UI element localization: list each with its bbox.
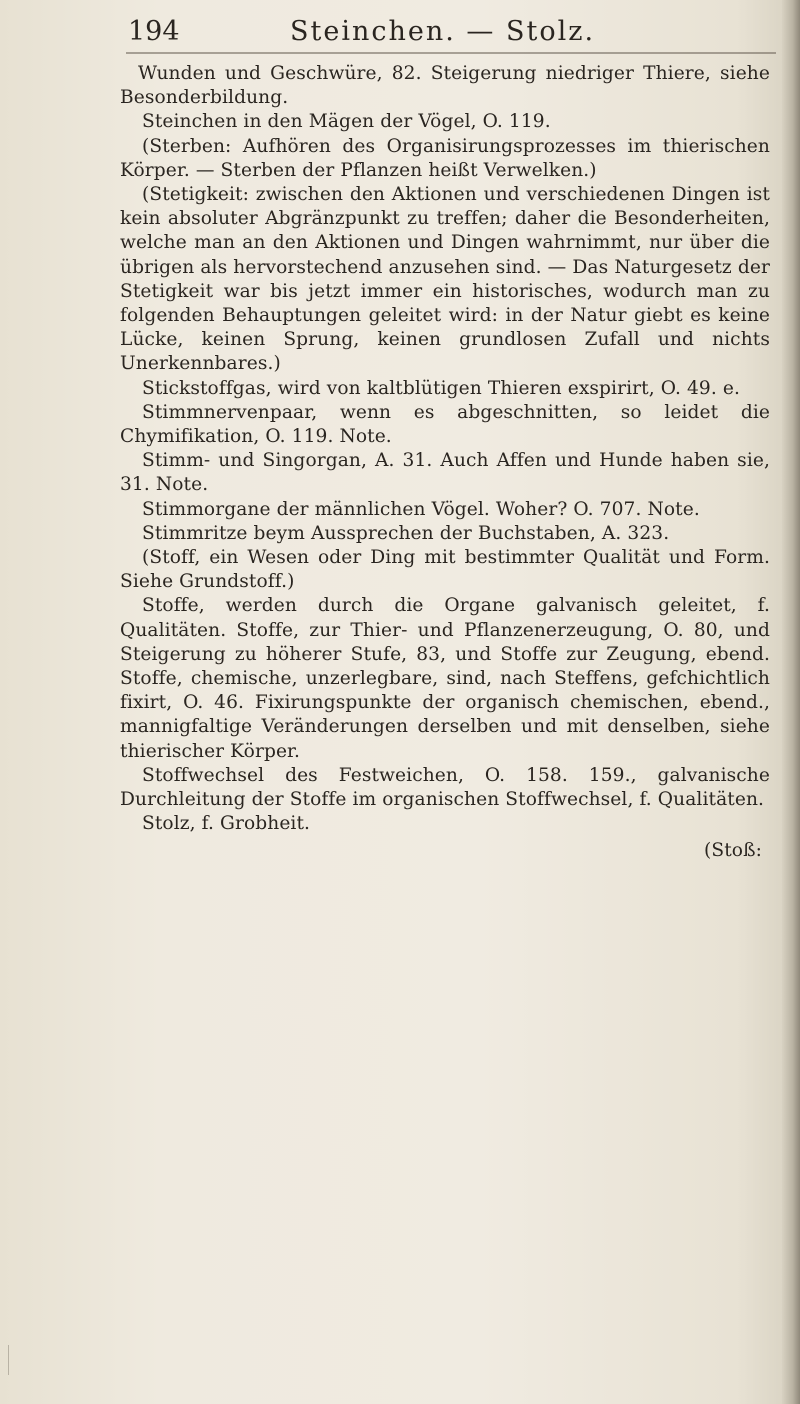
index-entry: Stimmritze beym Aussprechen der Buchstaben, A. 323. (142, 522, 670, 544)
header-rule (126, 52, 776, 54)
running-head: Steinchen. — Stolz. (290, 16, 596, 47)
index-text (120, 62, 770, 863)
index-entry: Stimmorgane der männlichen Vögel. Woher? O. 707. Note. (142, 498, 700, 520)
margin-mark (8, 1345, 23, 1375)
page-number: 194 (128, 16, 180, 47)
index-entry: (Stoff, ein Wesen oder Ding mit bestimmter Qualität und Form. Siehe Grundstoff.) (120, 547, 770, 593)
index-entry: Stoffwechsel des Festweichen, O. 158. 159., galvanische Durchleitung der Stoffe im organischen Stoffwechsel, f. Qualitäten. (120, 764, 770, 811)
catchword: (Stoß: (704, 839, 762, 861)
page-edge-shadow (782, 0, 800, 1404)
index-entry: Stimm- und Singorgan, A. 31. Auch Affen und Hunde haben sie, 31. Note. (120, 450, 770, 496)
index-entry: Stoffe, werden durch die Organe galvanisch geleitet, f. Qualitäten. Stoffe, zur Thier- und Pflanzenerzeugung, O. 80, und Steigerung zu höherer Stufe, 83, und Stoffe zur Zeugung, ebend. Stoffe, chemische, unzerlegbare, sind, nach Steffens, gefchichtlich fixirt, O. 46. Fixirungspunkte der organisch chemischen, ebend., mannigfaltige Veränderungen derselben und mit denselben, siehe thierischer Körper. (120, 595, 770, 762)
index-entry: Stolz, f. Grobheit. (142, 813, 311, 835)
index-entry: (Sterben: Aufhören des Organisirungsprozesses im thierischen Körper. — Sterben der Pflanzen heißt Verwelken.) (120, 135, 770, 181)
index-entry: Steinchen in den Mägen der Vögel, O. 119. (142, 111, 551, 133)
index-entry: Stickstoffgas, wird von kaltblütigen Thieren exspirirt, O. 49. e. (142, 377, 740, 399)
index-entry: Wunden und Geschwüre, 82. Steigerung niedriger Thiere, siehe Besonderbildung. (120, 63, 770, 109)
index-entry: Stimmnervenpaar, wenn es abgeschnitten, so leidet die Chymifikation, O. 119. Note. (120, 401, 770, 448)
page-header (0, 8, 800, 52)
index-entry: (Stetigkeit: zwischen den Aktionen und verschiedenen Dingen ist kein absoluter Abgränzpunkt zu treffen; daher die Besonderheiten, welche man an den Aktionen und Dingen wahrnimmt, nur über die übrigen als hervorstechend anzusehen sind. — Das Naturgesetz der Stetigkeit war bis jetzt immer ein historisches, wodurch man zu folgenden Behauptungen geleitet wird: in der Natur giebt es keine Lücke, keinen Sprung, keinen grundlosen Zufall und nichts Unerkennbares.) (120, 184, 770, 375)
